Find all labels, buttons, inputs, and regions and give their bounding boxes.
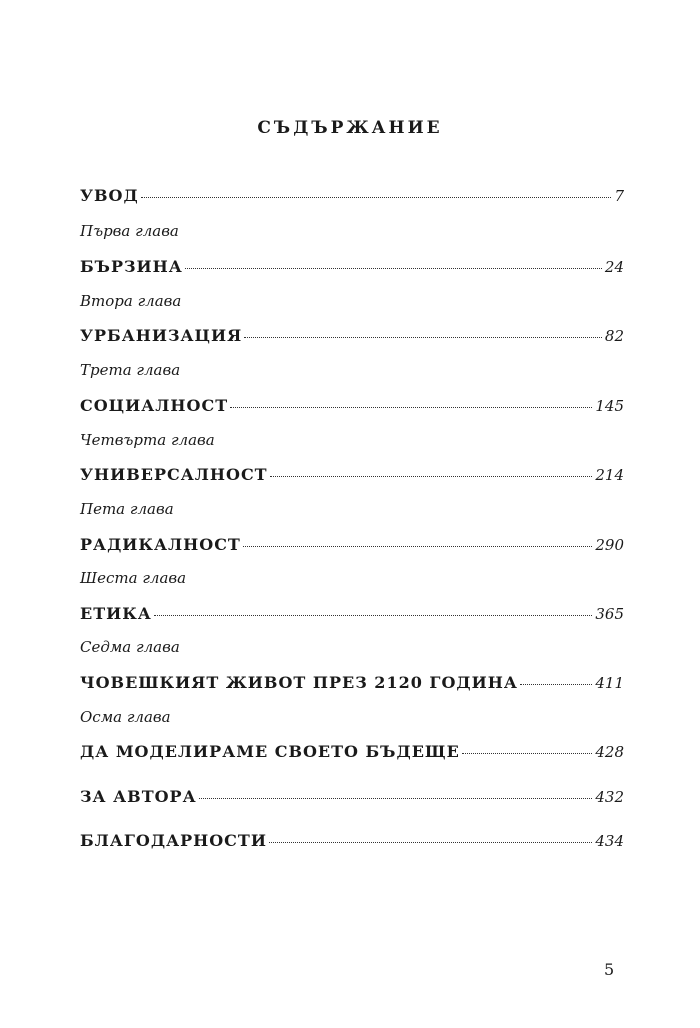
- chapter-label: Осма глава: [80, 708, 171, 726]
- dot-leader: [520, 684, 592, 685]
- toc-entry-chapter-8: [80, 742, 624, 761]
- toc-entry-chapter-3: [80, 396, 624, 415]
- entry-page-number: 214: [595, 466, 624, 484]
- dot-leader: [230, 407, 592, 408]
- toc-entry-acknowledgements: [80, 831, 624, 850]
- dot-leader: [270, 476, 593, 477]
- dot-leader: [243, 546, 593, 547]
- dot-leader: [199, 798, 593, 799]
- toc-entry-chapter-1: [80, 257, 624, 276]
- entry-page-number: 7: [614, 187, 624, 205]
- dot-leader: [154, 615, 593, 616]
- toc-entry-chapter-2: [80, 326, 624, 345]
- page-number: 5: [604, 960, 615, 979]
- chapter-label: Четвърта глава: [80, 431, 215, 449]
- entry-title: УРБАНИЗАЦИЯ: [80, 326, 243, 345]
- toc-entry-chapter-7: [80, 673, 624, 692]
- entry-page-number: 24: [604, 258, 624, 276]
- dot-leader: [462, 753, 593, 754]
- entry-page-number: 145: [595, 397, 624, 415]
- toc-entry-intro: [80, 186, 624, 205]
- chapter-label: Пета глава: [80, 500, 174, 518]
- toc-heading: СЪДЪРЖАНИЕ: [257, 118, 443, 138]
- chapter-label: Първа глава: [80, 222, 179, 240]
- chapter-label: Седма глава: [80, 638, 180, 656]
- entry-title: ДА МОДЕЛИРАМЕ СВОЕТО БЪДЕЩЕ: [80, 742, 460, 761]
- entry-title: ЕТИКА: [80, 604, 152, 623]
- toc-entry-chapter-6: [80, 604, 624, 623]
- entry-page-number: 432: [595, 788, 624, 806]
- entry-title: СОЦИАЛНОСТ: [80, 396, 229, 415]
- entry-page-number: 434: [595, 832, 624, 850]
- entry-title: УВОД: [80, 186, 139, 205]
- entry-title: УНИВЕРСАЛНОСТ: [80, 465, 268, 484]
- dot-leader: [185, 268, 602, 269]
- dot-leader: [269, 842, 592, 843]
- toc-entry-about-author: [80, 787, 624, 806]
- entry-title: БЛАГОДАРНОСТИ: [80, 831, 267, 850]
- chapter-label: Трета глава: [80, 361, 181, 379]
- chapter-label: Втора глава: [80, 292, 182, 310]
- entry-page-number: 82: [604, 327, 624, 345]
- entry-page-number: 365: [595, 605, 624, 623]
- entry-page-number: 428: [595, 743, 624, 761]
- toc-entry-chapter-4: [80, 465, 624, 484]
- entry-page-number: 290: [595, 536, 624, 554]
- dot-leader: [244, 337, 602, 338]
- chapter-label: Шеста глава: [80, 569, 187, 587]
- dot-leader: [141, 197, 612, 198]
- entry-title: ЧОВЕШКИЯТ ЖИВОТ ПРЕЗ 2120 ГОДИНА: [80, 673, 518, 692]
- entry-page-number: 411: [595, 674, 624, 692]
- toc-entry-chapter-5: [80, 535, 624, 554]
- entry-title: РАДИКАЛНОСТ: [80, 535, 241, 554]
- entry-title: ЗА АВТОРА: [80, 787, 197, 806]
- entry-title: БЪРЗИНА: [80, 257, 183, 276]
